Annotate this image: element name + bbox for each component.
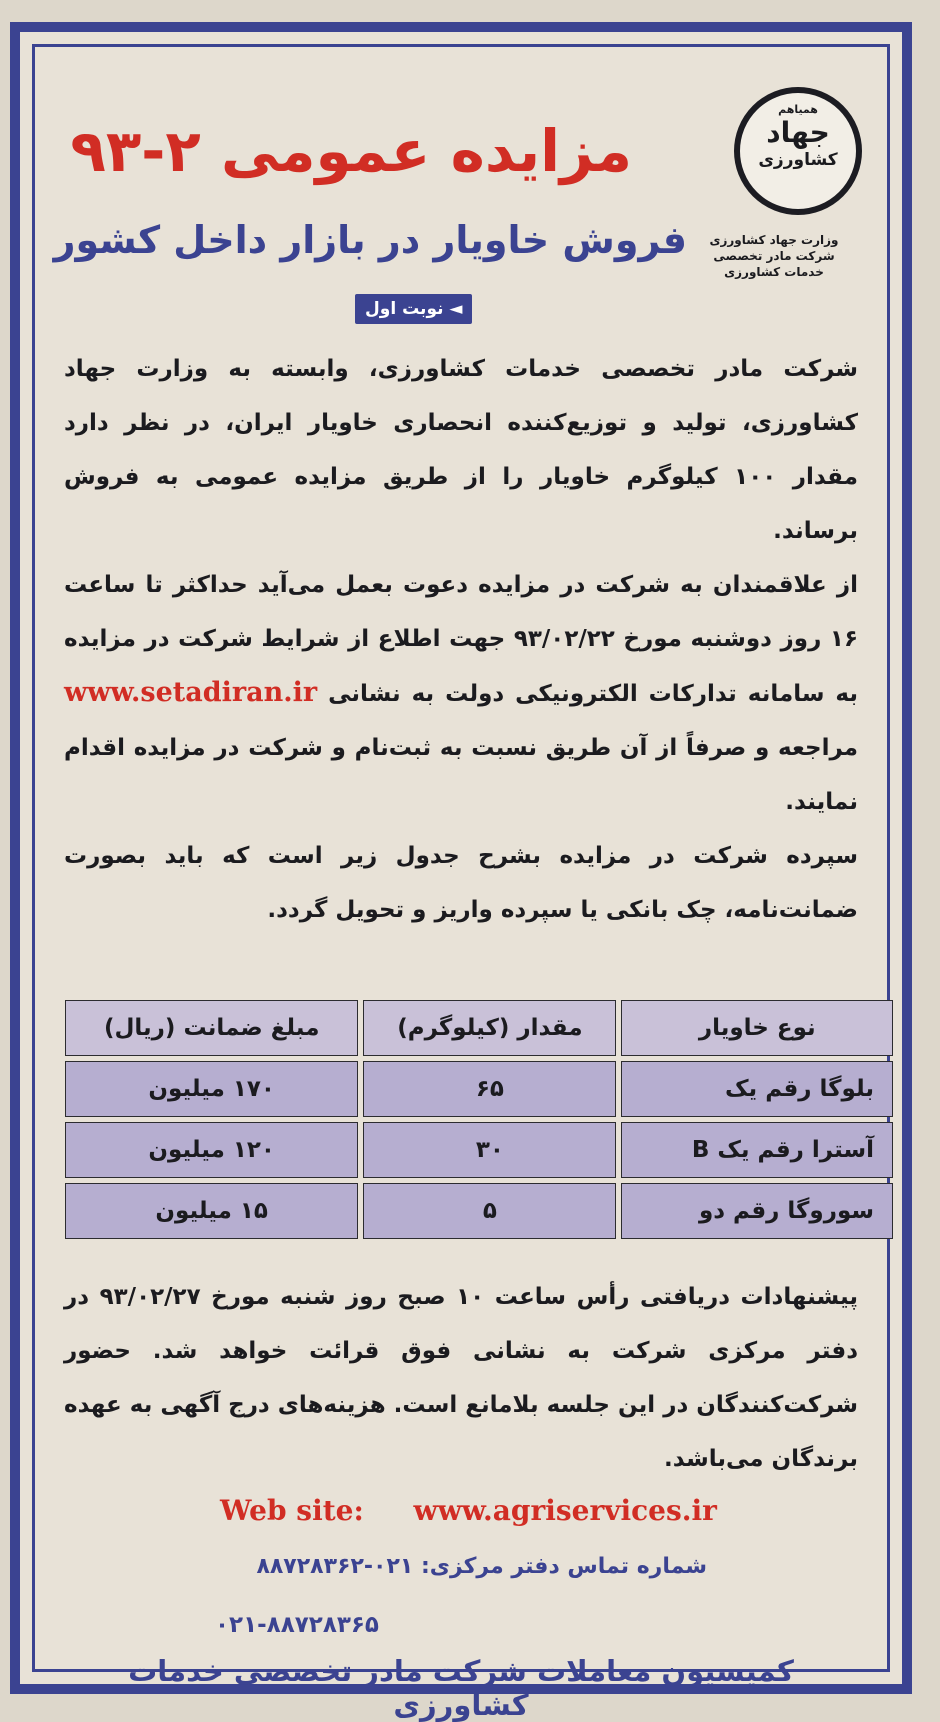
website-label: Web site: (220, 1494, 364, 1527)
paragraph-2-text-b: مراجعه و صرفاً از آن طریق نسبت به ثبت‌نام و شرکت در مزایده اقدام نمایند. (64, 735, 858, 815)
logo-word-keshavarzi: کشاورزی (758, 150, 838, 170)
ministry-line-3: خدمات کشاورزی (724, 265, 824, 279)
logo-top-text: همیاهم (778, 103, 818, 116)
phone-number-2: ۰۲۱-۸۸۷۲۸۳۶۵ (215, 1612, 379, 1638)
table-row (65, 1122, 893, 1178)
phone-line (256, 1554, 707, 1579)
table-row (65, 1183, 893, 1239)
header-quantity: مقدار (کیلوگرم) (363, 1000, 616, 1056)
cell-type: بلوگا رقم یک (621, 1061, 893, 1117)
paragraph-2-text-a: از علاقمندان به شرکت در مزایده دعوت بعمل می‌آید حداکثر تا ساعت ۱۶ روز دوشنبه مورخ ۹۳/۰۲/۲۲ جهت اطلاع از شرایط شرکت در مزایده به سامانه تدارکات الکترونیکی دولت به نشانی (64, 572, 858, 707)
cell-quantity: ۳۰ (363, 1122, 616, 1178)
logo-word-jahad: جهاد (766, 116, 830, 149)
paragraph-3: سپرده شرکت در مزایده بشرح جدول زیر است که باید بصورت ضمانت‌نامه، چک بانکی یا سپرده واریز و تحویل گردد. (64, 843, 858, 923)
cell-type: سوروگا رقم دو (621, 1183, 893, 1239)
table-row (65, 1061, 893, 1117)
phone-label: شماره تماس دفتر مرکزی: (420, 1554, 707, 1579)
advertisement-frame (10, 22, 912, 1722)
ministry-line-1: وزارت جهاد کشاورزی (709, 233, 839, 247)
ministry-caption (704, 232, 844, 280)
ministry-line-2: شرکت مادر تخصصی (713, 249, 835, 263)
table-header-row (65, 1000, 893, 1056)
paragraph-4: پیشنهادات دریافتی رأس ساعت ۱۰ صبح روز شنبه مورخ ۹۳/۰۲/۲۷ در دفتر مرکزی شرکت به نشانی فوق قرائت خواهد شد. حضور شرکت‌کنندگان در این جلسه بلامانع است. هزینه‌های درج آگهی به عهده برندگان می‌باشد. (64, 1284, 858, 1472)
cell-quantity: ۵ (363, 1183, 616, 1239)
paragraph-2 (64, 558, 858, 829)
header-caviar-type: نوع خاویار (621, 1000, 893, 1056)
paragraph-1: شرکت مادر تخصصی خدمات کشاورزی، وابسته به وزارت جهاد کشاورزی، تولید و توزیع‌کننده انحصاری خاویار ایران، در نظر دارد مقدار ۱۰۰ کیلوگرم خاویار را از طریق مزایده عمومی به فروش برساند. (64, 356, 858, 544)
cell-guarantee: ۱۵ میلیون (65, 1183, 358, 1239)
cell-quantity: ۶۵ (363, 1061, 616, 1117)
setadiran-link[interactable]: www.setadiran.ir (64, 677, 318, 708)
announcement-body (64, 342, 858, 937)
website-line (220, 1494, 760, 1527)
announcement-closing (64, 1270, 858, 1486)
auction-subtitle: فروش خاویار در بازار داخل کشور (53, 218, 687, 262)
commission-footer: کمیسیون معاملات شرکت مادر تخصصی خدمات کشاورزی (128, 1654, 794, 1722)
auction-title: مزایده عمومی ۲-۹۳ (70, 117, 632, 185)
website-link[interactable]: www.agriservices.ir (413, 1494, 717, 1527)
jahad-logo (734, 87, 862, 215)
deposit-table (60, 995, 898, 1244)
first-round-badge: ◄ نوبت اول (355, 294, 472, 324)
header-guarantee: مبلغ ضمانت (ریال) (65, 1000, 358, 1056)
cell-guarantee: ۱۲۰ میلیون (65, 1122, 358, 1178)
cell-guarantee: ۱۷۰ میلیون (65, 1061, 358, 1117)
phone-number-1: ۰۲۱-۸۸۷۲۸۳۶۲ (256, 1554, 414, 1579)
cell-type: آسترا رقم یک B (621, 1122, 893, 1178)
